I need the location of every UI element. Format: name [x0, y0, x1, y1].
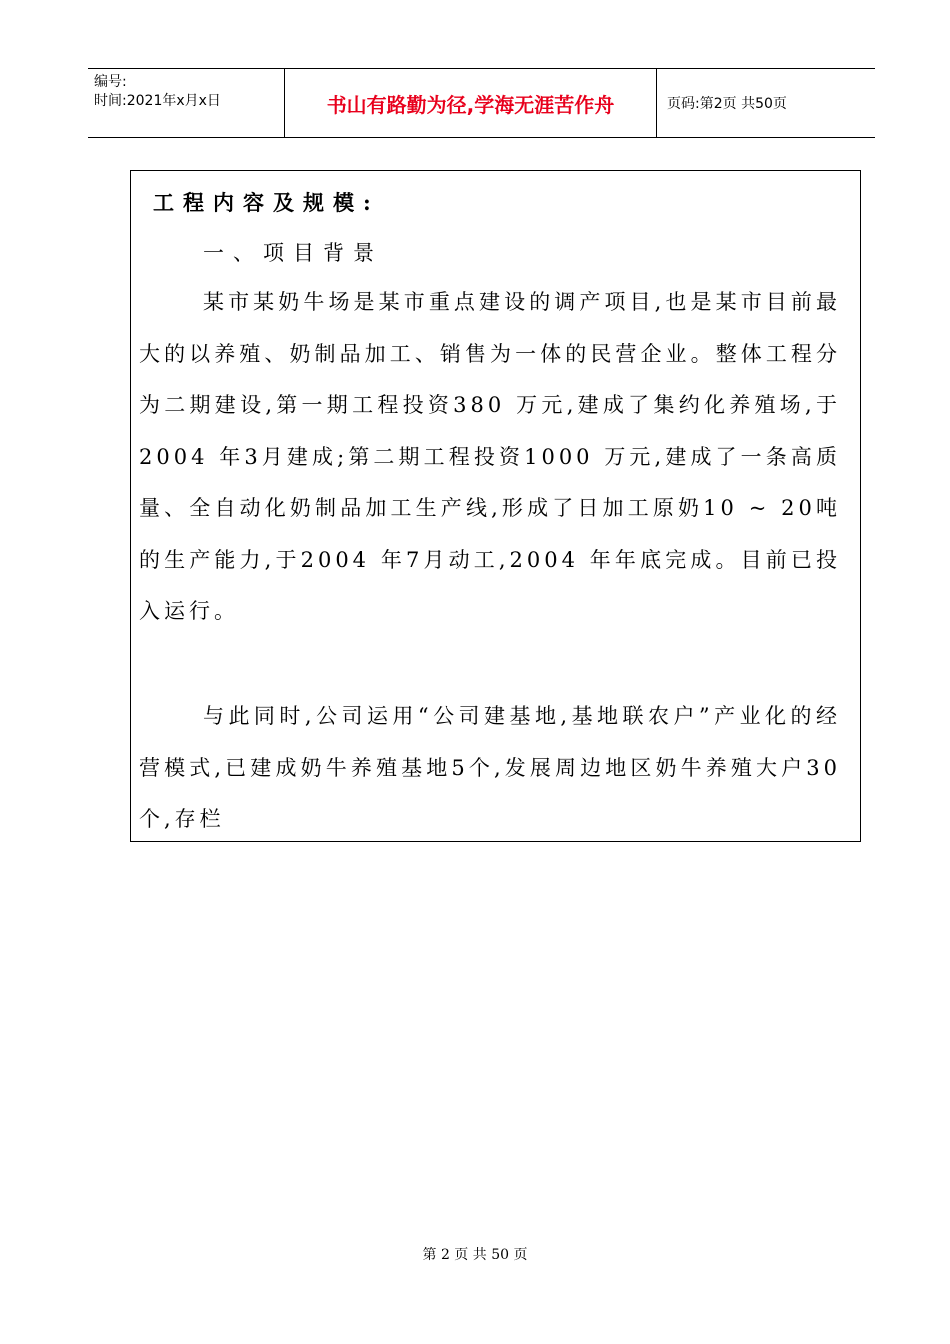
- content-box: [130, 170, 861, 842]
- document-time: 时间:2021年x月x日: [94, 93, 221, 109]
- section-subtitle: 一、项目背景: [203, 241, 383, 265]
- section-title: 工程内容及规模:: [153, 190, 380, 215]
- paragraph-background: 某市某奶牛场是某市重点建设的调产项目,也是某市目前最大的以养殖、奶制品加工、销售为一体的民营企业。整体工程分为二期建设,第一期工程投资380 万元,建成了集约化养殖场,于2004 年3月建成;第二期工程投资1000 万元,建成了一条高质量、全自动化奶制品加工生产线,形成了日加工原奶10 ~ 20吨的生产能力,于2004 年7月动工,2004 年年底完成。目前已投入运行。: [139, 290, 841, 623]
- paragraph-model: 与此同时,公司运用“公司建基地,基地联农户”产业化的经营模式,已建成奶牛养殖基地5个,发展周边地区奶牛养殖大户30个,存栏: [139, 704, 841, 831]
- header-meta: [88, 69, 285, 137]
- header-motto: 书山有路勤为径,学海无涯苦作舟: [285, 69, 657, 137]
- document-number-label: 编号:: [94, 74, 127, 90]
- page-footer: 第 2 页 共 50 页: [422, 1247, 528, 1263]
- header-page-info: 页码:第2页 共50页: [667, 96, 787, 112]
- page-header: [88, 68, 875, 138]
